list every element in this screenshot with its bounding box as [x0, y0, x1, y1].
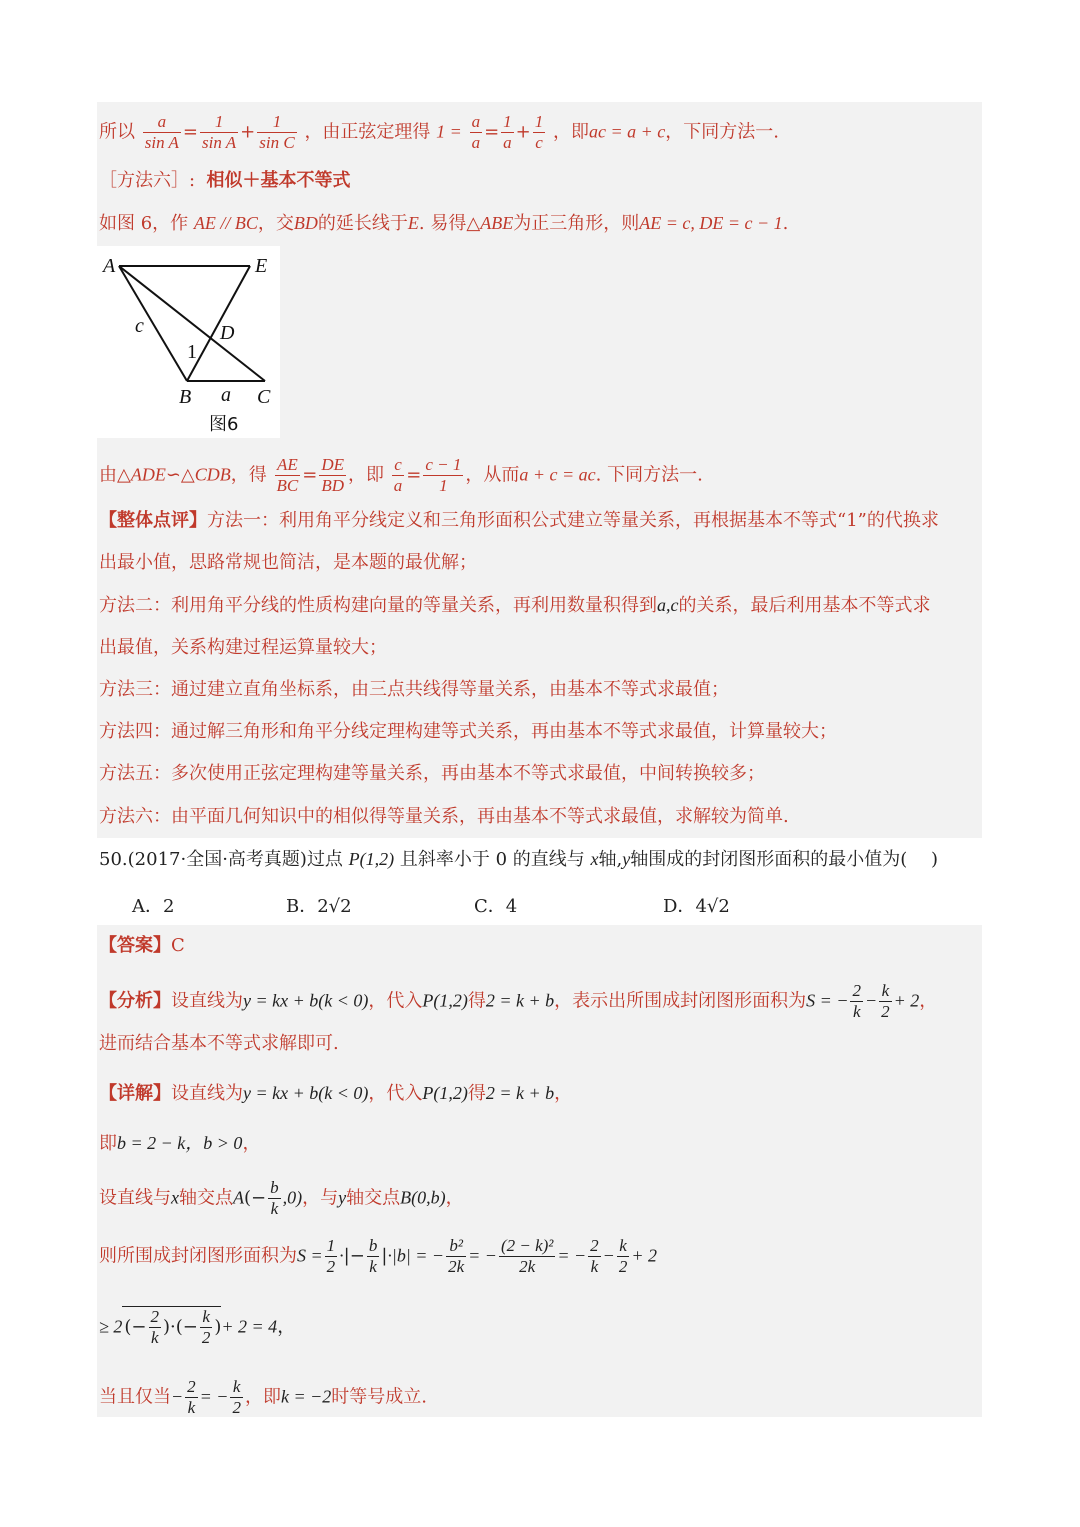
math: △ABE — [466, 213, 514, 233]
text: ，得 — [230, 464, 267, 486]
num: 2 — [590, 1236, 599, 1255]
fraction — [200, 1307, 213, 1348]
num: c — [392, 455, 405, 476]
text: . 易得 — [418, 213, 467, 234]
label-c: c — [135, 315, 144, 337]
num: c − 1 — [425, 455, 462, 474]
num: DE — [321, 455, 344, 474]
method5-conclusion: 所以 $\frac{a}{\text{sin A}}$ = $\frac{1}{\text{sin A}}$ + $\frac{1}{\text{sin C}}$ ，由正弦定理得 1 = $\frac{a}{a}$ = $\frac{1}{a}$ + $\frac{1}{c}$ ，即ac = a + c，下同方法一. — [99, 112, 779, 152]
den: c — [535, 133, 543, 152]
math: P(1,2) — [348, 849, 395, 869]
review-line-8 — [99, 804, 789, 830]
math: S = — [297, 1245, 323, 1266]
text: 方法五：多次使用正弦定理构建等量关系，再由基本不等式求最值，中间转换较多； — [99, 763, 765, 784]
fraction — [185, 1377, 198, 1418]
fraction — [392, 455, 405, 496]
option-label: C． — [474, 896, 506, 917]
detail-line-1 — [99, 1080, 572, 1107]
math: △ADE∽△CDB — [117, 464, 231, 485]
review-line-1 — [99, 508, 939, 534]
num: 2 — [150, 1307, 159, 1326]
text: 当且仅当 — [99, 1386, 171, 1408]
option-a[interactable] — [132, 892, 174, 918]
fraction — [230, 1377, 243, 1418]
math: y = kx + b(k < 0) — [243, 990, 369, 1011]
text: 相似＋基本不等式 — [206, 170, 351, 191]
option-value: 4√2 — [695, 896, 730, 917]
math: − — [602, 1245, 615, 1266]
fraction — [275, 455, 301, 496]
fraction — [367, 1236, 380, 1277]
text: ［方法六］: — [99, 170, 196, 191]
den: 2 — [201, 1328, 211, 1347]
text: 方法三：通过建立直角坐标系，由三点共线得等量关系，由基本不等式求最值； — [99, 679, 729, 700]
text: 进而结合基本不等式求解即可. — [99, 1033, 339, 1054]
math: AE // BC — [193, 213, 258, 233]
text: . 下同方法一. — [595, 464, 703, 486]
text: ，表示出所围成封闭图形面积为 — [554, 990, 807, 1012]
text: ， — [554, 1083, 573, 1104]
option-label: A． — [132, 896, 163, 917]
fraction — [446, 1236, 466, 1277]
text: ，下同方法一. — [665, 121, 779, 143]
review-line-4 — [99, 635, 387, 661]
text: 方法六：由平面几何知识中的相似得等量关系，再由基本不等式求最值，求解较为简单. — [99, 806, 789, 827]
detail-line-2 — [99, 1130, 260, 1157]
text: 方法四：通过解三角形和角平分线定理构建等式关系，再由基本不等式求最值，计算量较大； — [99, 721, 837, 742]
math: − — [171, 1386, 184, 1407]
analysis-line-2 — [99, 1031, 339, 1057]
text: 过点 — [306, 849, 343, 870]
fraction — [325, 1236, 338, 1277]
text: . — [782, 213, 789, 234]
math: ,0) — [282, 1187, 303, 1208]
math: · — [339, 1245, 344, 1266]
den: 2 — [618, 1257, 628, 1276]
math: P(1,2) — [422, 1083, 468, 1103]
detail-tag: 【详解】 — [99, 1083, 171, 1104]
num: AE — [275, 455, 301, 476]
num: b — [270, 1178, 279, 1197]
text: ， — [277, 1316, 296, 1338]
text: ，交 — [257, 213, 294, 234]
option-value: 2 — [163, 896, 175, 917]
fraction — [533, 112, 546, 153]
math: y = kx + b(k < 0) — [243, 1083, 369, 1103]
label-b: B — [179, 386, 192, 408]
fraction — [200, 112, 238, 153]
math: + 2 = 4 — [221, 1316, 278, 1337]
den: a — [393, 476, 403, 495]
num: a — [471, 112, 481, 131]
math: ·|b| = − — [387, 1245, 445, 1266]
den: 1 — [439, 476, 448, 495]
text: ，从而 — [465, 464, 520, 486]
num: b — [368, 1236, 378, 1255]
text: 时等号成立. — [331, 1386, 427, 1408]
fraction — [501, 112, 514, 153]
num: k — [879, 981, 892, 1002]
option-b[interactable] — [286, 892, 352, 918]
text: 得 — [467, 990, 486, 1012]
text: ，代入 — [368, 990, 423, 1012]
method6-heading — [99, 168, 351, 194]
num: (2 − k)² — [500, 1236, 554, 1255]
math: B(0,b) — [400, 1187, 446, 1208]
den: 2k — [448, 1257, 465, 1276]
detail-line-4: 则所围成封闭图形面积为S = $\frac{1}{2}$ ·|− $\frac{b}{k}$ |·|b| = − $\frac{\text{b²}}{2k}$ = − $\frac{\text{(2 − k)²}}{2k}$ = − $\frac{2}{k}$ − $\frac{k}{2}$ + 2 — [99, 1236, 657, 1276]
option-value: 4 — [505, 896, 518, 917]
math: a + c = ac — [519, 464, 596, 485]
text: 出最值，关系构建过程运算量较大； — [99, 637, 387, 658]
review-line-6 — [99, 719, 837, 745]
fraction — [268, 1178, 281, 1219]
detail-line-3: 设直线与x轴交点A(− $\frac{b}{k}$ ,0)，与y轴交点B(0,b)， — [99, 1178, 464, 1218]
text: 即 — [99, 1133, 117, 1154]
fraction — [470, 112, 483, 153]
text: 轴交点 — [179, 1187, 233, 1209]
math: = − — [468, 1245, 497, 1266]
fraction — [588, 1236, 601, 1277]
review-line-5 — [99, 677, 729, 703]
text: 则所围成封闭图形面积为 — [99, 1245, 297, 1267]
text: 设直线为 — [171, 990, 243, 1012]
math: a,c — [657, 595, 679, 615]
text: ， — [919, 990, 938, 1012]
text: ，即 — [348, 464, 384, 486]
den: a — [471, 133, 481, 152]
segment-ab — [119, 266, 187, 381]
text: ，即 — [552, 121, 589, 143]
den: sin A — [144, 133, 179, 152]
math: + 2 — [893, 990, 920, 1011]
num: b² — [446, 1236, 466, 1257]
text: 的延长线于 — [317, 213, 408, 234]
math: A — [233, 1187, 244, 1208]
label-e: E — [255, 255, 268, 277]
analysis-tag: 【分析】 — [99, 990, 171, 1012]
text: 轴交点 — [346, 1187, 401, 1209]
label-a: A — [103, 255, 116, 277]
text: ， — [242, 1133, 261, 1154]
segment-be — [187, 266, 250, 381]
math: y — [338, 1187, 347, 1208]
text: 方法二：利用角平分线的性质构建向量的等量关系，再利用数量积得到 — [99, 595, 657, 616]
text: 由 — [99, 464, 117, 486]
fraction — [143, 112, 181, 153]
math: BD — [293, 213, 318, 233]
text: 的关系，最后利用基本不等式求 — [678, 595, 931, 616]
question-number: 50. — [99, 849, 128, 870]
math: = − — [199, 1386, 229, 1407]
geometry-figure — [97, 246, 280, 438]
num: 1 — [200, 112, 238, 133]
num: 1 — [257, 112, 296, 133]
math: x — [590, 849, 599, 869]
den: k — [150, 1328, 159, 1347]
text: 设直线为 — [171, 1083, 243, 1104]
text: 轴, — [598, 849, 623, 870]
question-source: (2017·全国·高考真题) — [127, 849, 307, 870]
den: sin C — [259, 133, 295, 152]
review-line-3 — [99, 592, 931, 619]
analysis-line-1 — [99, 981, 937, 1022]
answer-value: C — [171, 935, 185, 956]
label-side-a: a — [221, 384, 231, 406]
answer-line — [99, 933, 185, 959]
option-d[interactable] — [663, 892, 730, 918]
text: 设直线与 — [99, 1187, 171, 1209]
method6-line1 — [99, 210, 788, 237]
question-50 — [99, 846, 938, 873]
fraction — [617, 1236, 630, 1277]
den: 2 — [232, 1398, 241, 1417]
text: 方法一：利用角平分线定义和三角形面积公式建立等量关系，再根据基本不等式“1”的代换求 — [207, 510, 939, 531]
label-1: 1 — [187, 341, 197, 363]
label-c-vertex: C — [257, 386, 271, 408]
sqrt: (− $\frac{2}{k}$ )·(− $\frac{k}{2}$ ) — [124, 1307, 222, 1347]
num: 1 — [534, 112, 544, 131]
den: sin A — [202, 133, 237, 152]
text: ，与 — [302, 1187, 339, 1209]
text: 为正三角形，则 — [513, 213, 640, 234]
review-line-7 — [99, 761, 765, 787]
method6-line2: 由△ADE∽△CDB，得 $\frac{AE}{BC}$ = $\frac{DE}{BD}$ ，即 $\frac{c}{a}$ = $\frac{c - 1}{1}$ ，从而a + c = ac. 下同方法一. — [99, 455, 703, 495]
figure-svg — [97, 246, 280, 438]
den: BD — [321, 476, 344, 495]
math: AE = c, DE = c − 1 — [639, 213, 783, 233]
option-c[interactable] — [474, 892, 517, 918]
math: 2 = k + b — [485, 990, 555, 1011]
math: S = − — [806, 990, 849, 1011]
math: P(1,2) — [422, 990, 468, 1011]
math: k = −2 — [280, 1386, 332, 1407]
fraction — [850, 981, 863, 1022]
text: 轴围成的封闭图形面积的最小值为( ) — [630, 849, 939, 870]
num: a — [143, 112, 181, 133]
math: b = 2 − k，b > 0 — [117, 1133, 243, 1153]
fraction — [149, 1307, 162, 1348]
fraction — [499, 1236, 555, 1277]
num: 2 — [852, 981, 861, 1000]
text: ，代入 — [368, 1083, 423, 1104]
den: 2k — [519, 1257, 536, 1276]
den: k — [270, 1199, 279, 1218]
den: k — [369, 1257, 377, 1276]
text: ，即 — [244, 1386, 281, 1408]
num: k — [200, 1307, 213, 1328]
den: k — [187, 1398, 196, 1417]
detail-line-5 — [99, 1306, 295, 1348]
num: k — [617, 1236, 630, 1257]
text: 如图 6，作 — [99, 213, 189, 234]
review-tag: 【整体点评】 — [99, 510, 207, 531]
math: ≥ 2 — [99, 1316, 123, 1337]
math: E — [407, 213, 419, 233]
text: 出最小值，思路常规也简洁，是本题的最优解； — [99, 552, 477, 573]
math: 2 = k + b — [485, 1083, 555, 1103]
math: = − — [557, 1245, 587, 1266]
review-line-2 — [99, 550, 477, 576]
text: 所以 — [99, 121, 135, 143]
detail-line-6 — [99, 1377, 427, 1418]
den: k — [590, 1257, 599, 1276]
answer-tag: 【答案】 — [99, 935, 171, 956]
text: 得 — [467, 1083, 486, 1104]
option-value: 2√2 — [317, 896, 352, 917]
figure-caption: 图6 — [209, 414, 239, 435]
math: x — [171, 1187, 179, 1208]
fraction — [257, 112, 296, 153]
option-label: D． — [663, 896, 696, 917]
den: 2 — [881, 1002, 890, 1021]
math: ac = a + c — [588, 121, 666, 142]
den: k — [852, 1002, 861, 1021]
math: 1 = — [436, 121, 462, 142]
math: y — [622, 849, 631, 869]
num: k — [230, 1377, 243, 1398]
option-label: B． — [286, 896, 318, 917]
den: 2 — [326, 1257, 336, 1276]
den: BC — [276, 476, 299, 495]
math: − — [864, 990, 878, 1011]
text: ，由正弦定理得 — [304, 121, 431, 143]
num: 1 — [326, 1236, 336, 1255]
text: 且斜率小于 0 的直线与 — [399, 849, 585, 870]
text: ， — [445, 1187, 464, 1209]
den: a — [503, 133, 512, 152]
num: 2 — [187, 1377, 196, 1396]
fraction — [319, 455, 346, 496]
fraction — [423, 455, 463, 496]
math: + 2 — [631, 1245, 657, 1266]
fraction — [879, 981, 892, 1022]
num: 1 — [503, 112, 512, 131]
label-d: D — [220, 322, 235, 344]
